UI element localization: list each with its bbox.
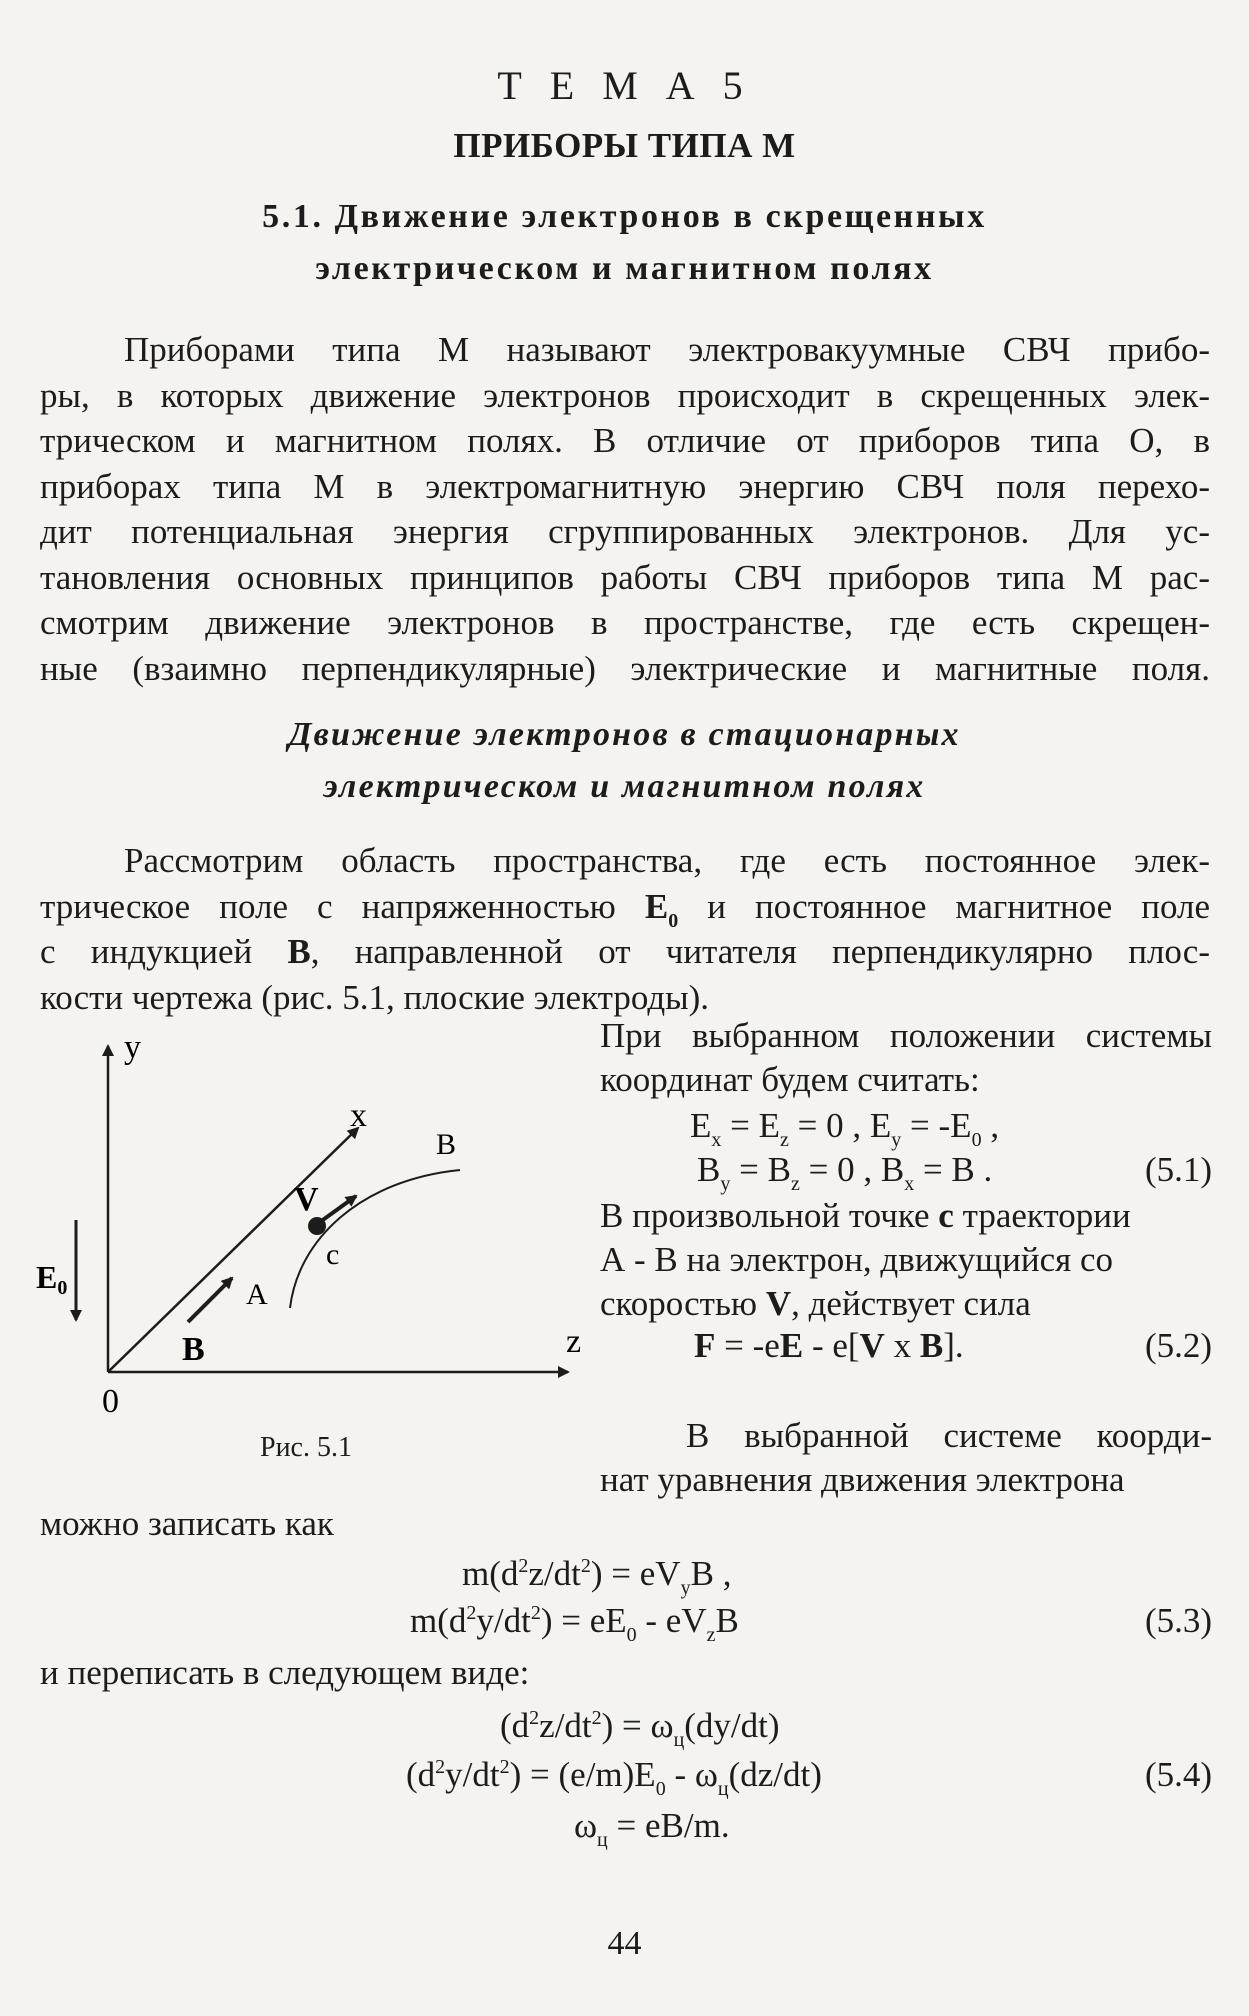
eq-5-1-number: (5.1) (1144, 1150, 1212, 1189)
figure-caption: Рис. 5.1 (260, 1432, 352, 1463)
right-line: В произвольной точке с траектории (600, 1196, 1131, 1235)
label-y: y (124, 1029, 141, 1066)
continuation-line: можно записать как (40, 1504, 334, 1543)
right-line: координат будем считать: (600, 1060, 980, 1099)
topic-heading: Т Е М А 5 (497, 63, 752, 108)
right-line: скоростью V, действует сила (600, 1284, 1031, 1323)
b-vector (188, 1278, 232, 1322)
label-b-vector: B (182, 1331, 205, 1368)
rewrite-text: и переписать в следующем виде: (40, 1653, 530, 1692)
intro-line: Приборами типа М называют электровакуумные СВЧ прибо- (124, 330, 1210, 369)
label-z: z (566, 1323, 582, 1360)
intro-line: смотрим движение электронов в пространстве, где есть скрещен- (40, 603, 1210, 642)
label-x: x (350, 1097, 367, 1134)
intro-line: ные (взаимно перпендикулярные) электрические и магнитные поля. (40, 648, 1210, 688)
label-c: c (326, 1238, 340, 1271)
section-title-line1: 5.1. Движение электронов в скрещенных (262, 198, 987, 235)
figure-5-1 (20, 1020, 600, 1420)
right-line: При выбранном положении системы (600, 1016, 1212, 1055)
field-line: Рассмотрим область пространства, где есть постоянное элек- (124, 841, 1210, 880)
eq-5-4-line2: $(d^2y/dt^2) = (e/m)E_0 - \omega_ц(dz/dt)$ (406, 1755, 822, 1800)
label-e: E0 (36, 1259, 68, 1299)
label-v: V (294, 1181, 319, 1218)
field-line: трическое поле с напряженностью $E_0$ и постоянное магнитное поле (40, 886, 1210, 932)
label-curve-b: B (436, 1128, 457, 1161)
eq-5-1-line1: $E_x = E_z = 0$ , $E_y = -E_0$ , (690, 1106, 1000, 1151)
subsection-title-line1: Движение электронов в стационарных (288, 716, 961, 753)
eq-5-4-line3: $\omega_ц = eB/m$. (574, 1806, 730, 1851)
intro-line: ры, в которых движение электронов происходит в скрещенных элек- (40, 375, 1210, 415)
intro-line: трическом и магнитном полях. В отличие от приборов типа О, в (40, 421, 1210, 460)
intro-line: дит потенциальная энергия сгруппированных электронов. Для ус- (40, 512, 1210, 551)
continuation-right (600, 1414, 1212, 1502)
label-curve-a: A (246, 1278, 268, 1311)
eq-5-1-line2: $B_y = B_z = 0$ , $B_x = B$ . (697, 1150, 993, 1195)
right-text-top (600, 1014, 1212, 1102)
subsection-title-line2: электрическом и магнитном полях (323, 768, 926, 805)
eq-5-3-line1: $m(d^2z/dt^2) = eV_yB$ , (462, 1554, 732, 1599)
point-c (308, 1217, 326, 1235)
page-number: 44 (607, 1925, 642, 1962)
continuation-line: нат уравнения движения электрона (600, 1460, 1125, 1499)
right-text-bottom (600, 1194, 1212, 1326)
intro-line: тановления основных принципов работы СВЧ приборов типа М рас- (40, 557, 1210, 597)
eq-5-4-line1: $(d^2z/dt^2) = \omega_ц(dy/dt)$ (500, 1706, 780, 1751)
x-axis (108, 1128, 358, 1372)
label-origin: 0 (102, 1383, 119, 1420)
section-title-line2: электрическом и магнитном полях (315, 250, 934, 287)
eq-5-3-number: (5.3) (1144, 1601, 1212, 1640)
field-line: кости чертежа (рис. 5.1, плоские электроды). (40, 977, 710, 1017)
field-line: с индукцией B, направленной от читателя перпендикулярно плос- (40, 932, 1210, 971)
right-line: А - В на электрон, движущийся со (600, 1240, 1114, 1279)
intro-paragraph (40, 327, 1210, 691)
eq-5-2: F = -eE - e[V x B]. (694, 1326, 964, 1365)
eq-5-2-number: (5.2) (1144, 1326, 1212, 1365)
eq-5-3-line2: $m(d^2y/dt^2) = eE_0 - eV_zB$ (410, 1601, 739, 1646)
continuation-line: В выбранной системе коорди- (686, 1416, 1212, 1455)
field-paragraph (40, 838, 1210, 1020)
eq-5-4-number: (5.4) (1144, 1755, 1212, 1794)
intro-line: приборах типа М в электромагнитную энергию СВЧ поля перехо- (40, 466, 1210, 506)
chapter-title: ПРИБОРЫ ТИПА М (453, 126, 796, 165)
